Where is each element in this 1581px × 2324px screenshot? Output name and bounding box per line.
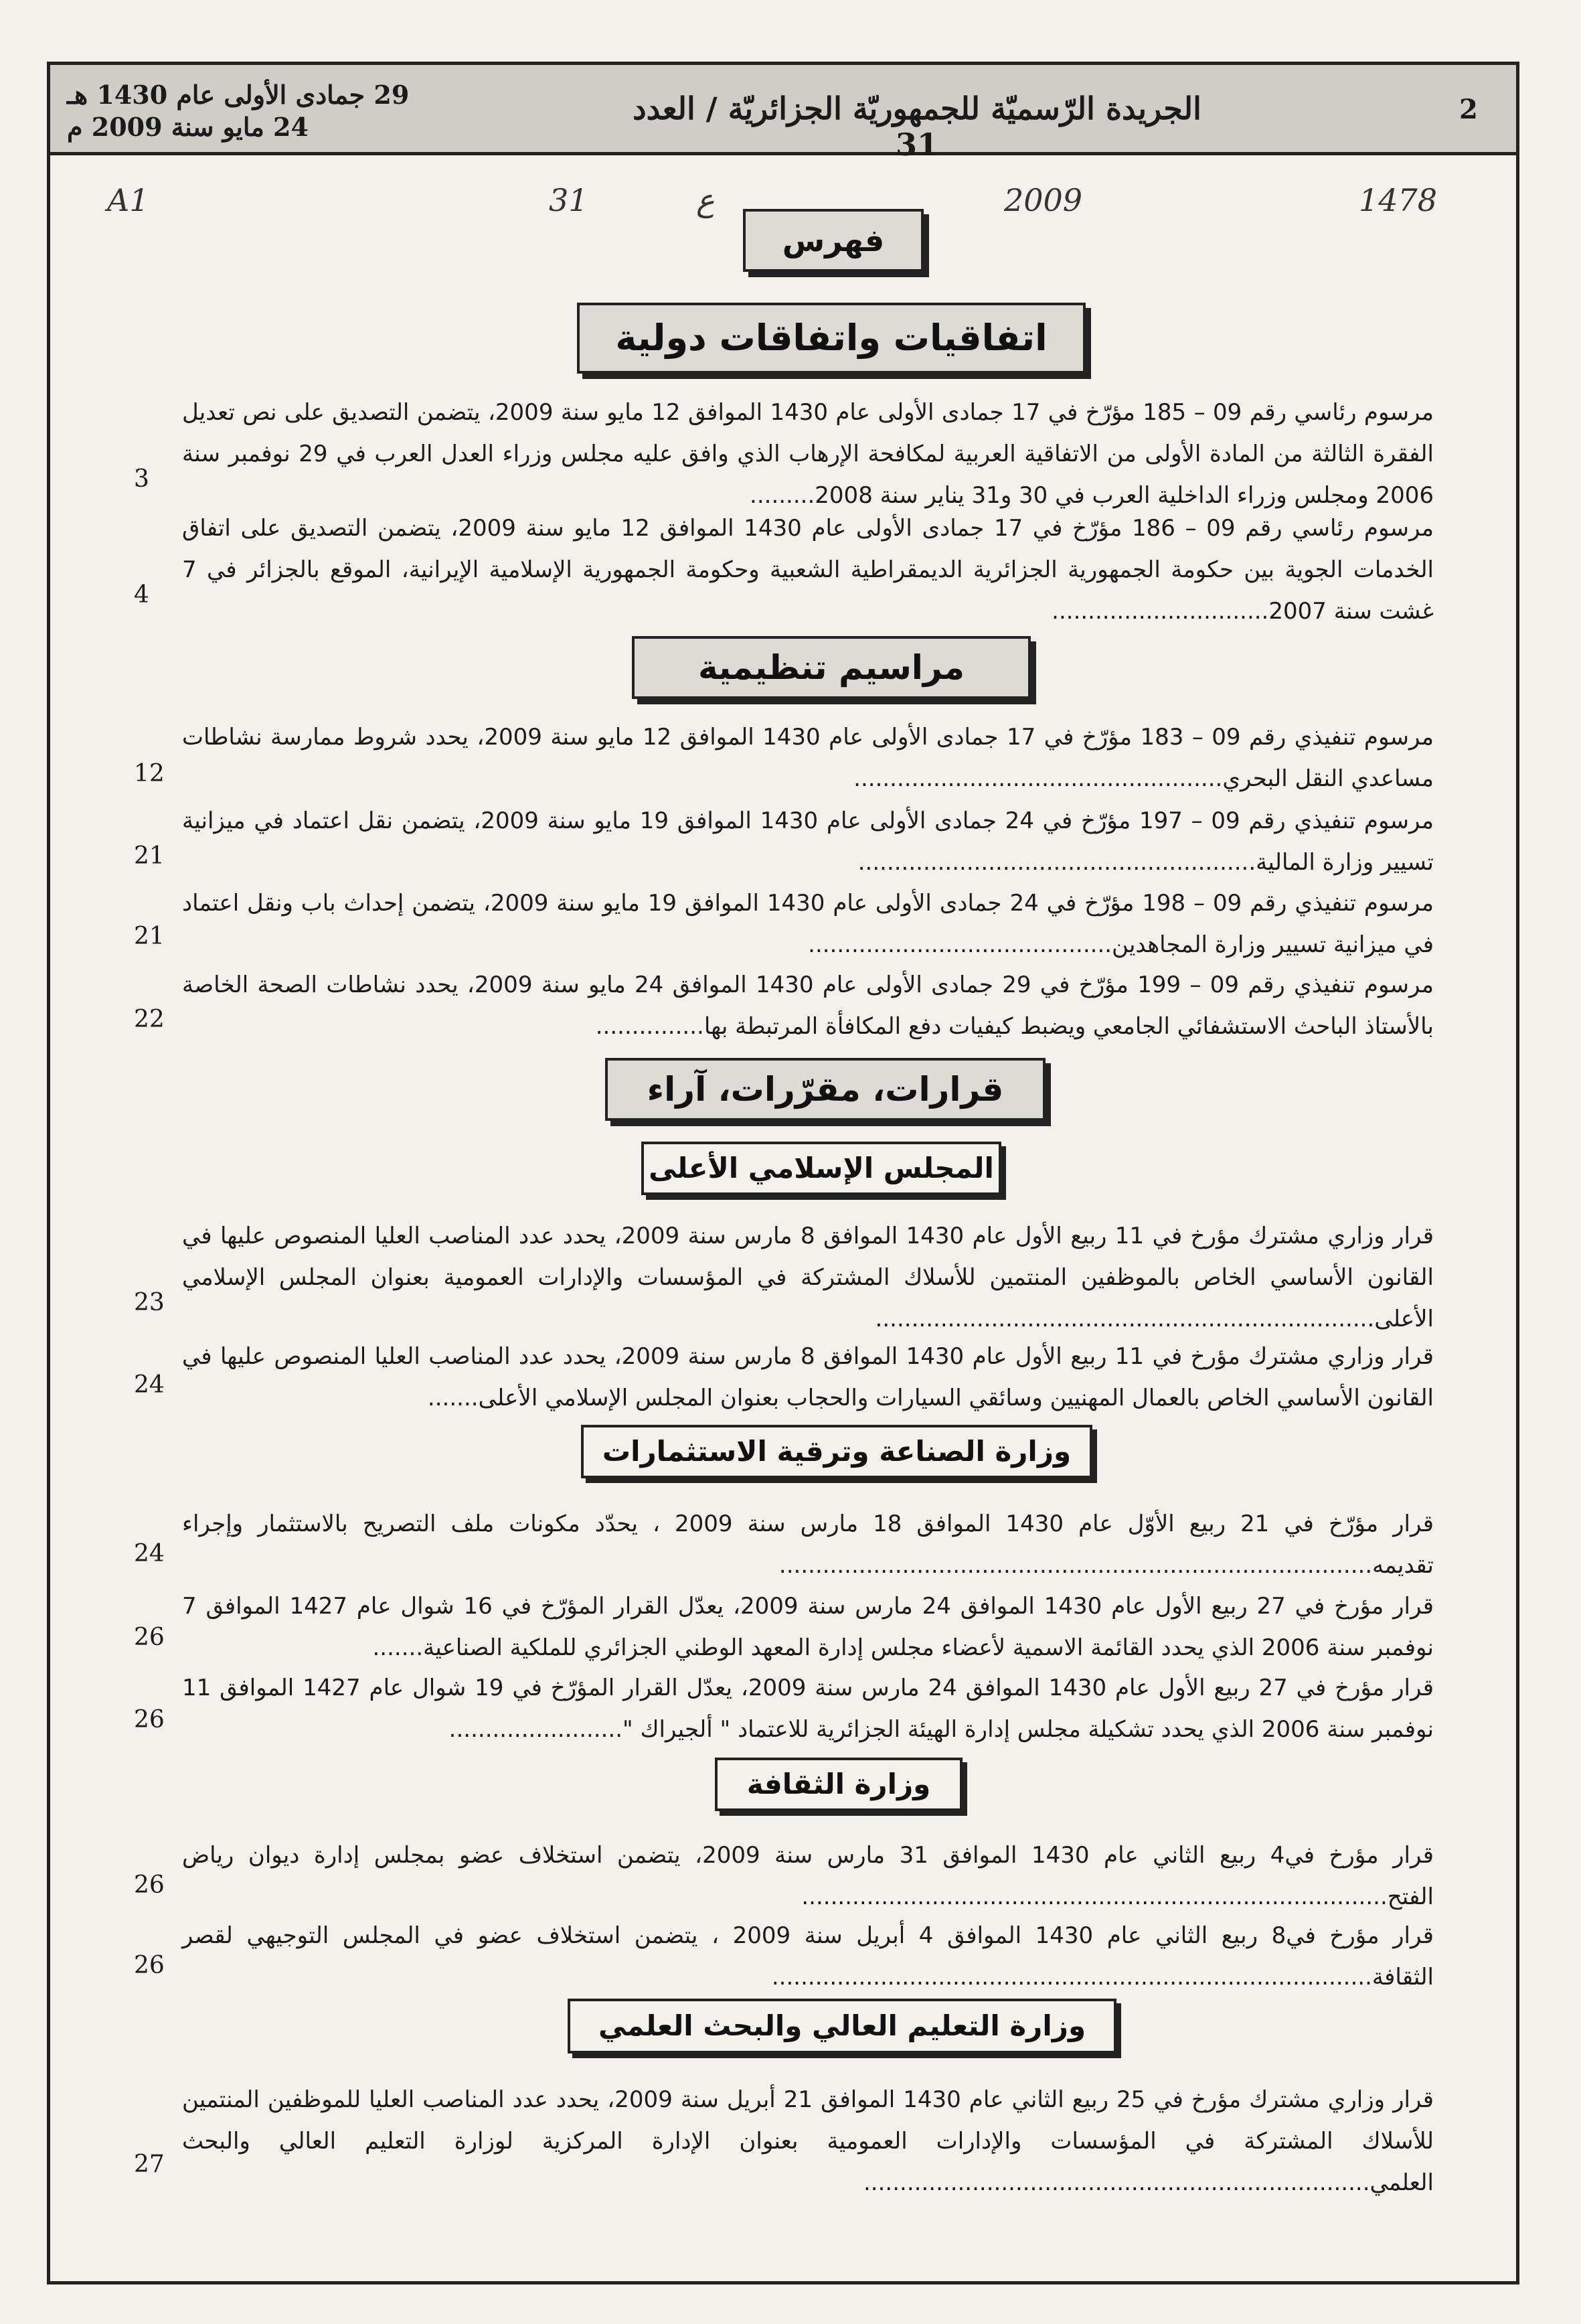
section-international-agreements: اتفاقيات واتفاقات دولية — [577, 303, 1086, 374]
entry-6: مرسوم تنفيذي رقم 09 – 199 مؤرّخ في 29 جمادى الأولى عام 1430 الموافق 24 مايو سنة 2009، يحدد نشاطات الصحة الخاصة بالأستاذ الباحث الاستشفائي الجامعي ويضبط كيفيات دفع المكافأة المرتبطة بها............... — [182, 972, 1434, 1040]
entry-8: قرار وزاري مشترك مؤرخ في 11 ربيع الأول عام 1430 الموافق 8 مارس سنة 2009، يحدد عدد المناصب العليا المنصوص عليها في القانون الأساسي الخاص بالعمال المهنيين وسائقي السيارات والحجاب بعنوان المجلس الإسلامي الأعلى....... — [182, 1343, 1434, 1411]
handwritten-note-issue: 31 — [549, 182, 588, 218]
handwritten-note-letter: ع — [696, 182, 715, 218]
header-date-gregorian: 24 مايو سنة 2009 م — [67, 112, 309, 142]
section-decisions: قرارات، مقرّرات، آراء — [605, 1058, 1046, 1121]
entry-13: قرار مؤرخ في8 ربيع الثاني عام 1430 الموافق 4 أبريل سنة 2009 ، يتضمن استخلاف عضو في المجلس التوجيهي لقصر الثقافة................................................................................... — [182, 1922, 1434, 1991]
entry-1-page: 3 — [134, 465, 149, 493]
header-date — [67, 79, 442, 143]
subsection-culture-ministry: وزارة الثقافة — [715, 1758, 963, 1811]
header-page-number: 2 — [1459, 94, 1478, 125]
entry-2-page: 4 — [134, 581, 149, 609]
entry-4: مرسوم تنفيذي رقم 09 – 197 مؤرّخ في 24 جمادى الأولى عام 1430 الموافق 19 مايو سنة 2009، يتضمن نقل اعتماد في ميزانية تسيير وزارة المالية....................................................... — [182, 807, 1434, 876]
entry-10: قرار مؤرخ في 27 ربيع الأول عام 1430 الموافق 24 مارس سنة 2009، يعدّل القرار المؤرّخ في 16 شوال عام 1427 الموافق 7 نوفمبر سنة 2006 الذي يحدد القائمة الاسمية لأعضاء مجلس إدارة المعهد الوطني الجزائري للملكية الصناعية....... — [182, 1593, 1434, 1661]
index-title-box: فهرس — [743, 209, 924, 272]
entry-8-page: 24 — [134, 1371, 165, 1399]
subsection-islamic-council: المجلس الإسلامي الأعلى — [641, 1142, 1001, 1195]
subsection-industry-ministry: وزارة الصناعة وترقية الاستثمارات — [581, 1425, 1092, 1478]
entry-10-page: 26 — [134, 1624, 165, 1651]
handwritten-note-ref: A1 — [107, 182, 149, 218]
entry-7-page: 23 — [134, 1289, 165, 1316]
entry-1: مرسوم رئاسي رقم 09 – 185 مؤرّخ في 17 جمادى الأولى عام 1430 الموافق 12 مايو سنة 2009، يتضمن التصديق على نص تعديل الفقرة الثالثة من المادة الأولى من الاتفاقية العربية لمكافحة الإرهاب الذي وافق عليه مجلس وزراء العدل العرب في 29 نوفمبر سنة 2006 ومجلس وزراء الداخلية العرب في 30 و31 يناير سنة 2008......... — [182, 399, 1434, 509]
header-title: الجريدة الرّسميّة للجمهوريّة الجزائريّة / العدد 31 — [633, 90, 1201, 163]
entry-14-page: 27 — [134, 2151, 165, 2178]
entry-3: مرسوم تنفيذي رقم 09 – 183 مؤرّخ في 17 جمادى الأولى عام 1430 الموافق 12 مايو سنة 2009، يحدد شروط ممارسة نشاطات مساعدي النقل البحري................................................... — [182, 724, 1434, 792]
entry-5: مرسوم تنفيذي رقم 09 – 198 مؤرّخ في 24 جمادى الأولى عام 1430 الموافق 19 مايو سنة 2009، يتضمن إحداث باب ونقل اعتماد في ميزانية تسيير وزارة المجاهدين.......................................... — [182, 890, 1434, 958]
entry-11: قرار مؤرخ في 27 ربيع الأول عام 1430 الموافق 24 مارس سنة 2009، يعدّل القرار المؤرّخ في 19 شوال عام 1427 الموافق 11 نوفمبر سنة 2006 الذي يحدد تشكيلة مجلس إدارة الهيئة الجزائرية للاعتماد " ألجيراك "........................ — [182, 1675, 1434, 1743]
entry-13-page: 26 — [134, 1952, 165, 1979]
entry-11-page: 26 — [134, 1706, 165, 1733]
entry-3-page: 12 — [134, 760, 165, 787]
handwritten-note-year: 2009 — [1004, 182, 1083, 218]
entry-12: قرار مؤرخ في4 ربيع الثاني عام 1430 الموافق 31 مارس سنة 2009، يتضمن استخلاف عضو بمجلس إدارة ديوان رياض الفتح................................................................................. — [182, 1842, 1434, 1910]
header-date-hijri: 29 جمادى الأولى عام 1430 هـ — [67, 80, 410, 110]
subsection-higher-education-ministry: وزارة التعليم العالي والبحث العلمي — [568, 1999, 1116, 2054]
entry-2: مرسوم رئاسي رقم 09 – 186 مؤرّخ في 17 جمادى الأولى عام 1430 الموافق 12 مايو سنة 2009، يتضمن التصديق على اتفاق الخدمات الجوية بين حكومة الجمهورية الجزائرية الديمقراطية الشعبية وحكومة الجمهورية الإسلامية الإيرانية، الموقع بالجزائر في 7 غشت سنة 2007.............................. — [182, 515, 1434, 625]
entry-6-page: 22 — [134, 1006, 165, 1033]
entry-7: قرار وزاري مشترك مؤرخ في 11 ربيع الأول عام 1430 الموافق 8 مارس سنة 2009، يحدد عدد المناصب العليا المنصوص عليها في القانون الأساسي الخاص بالموظفين المنتمين للأسلاك المشتركة في المؤسسات والإدارات العمومية بعنوان المجلس الإسلامي الأعلى..................................................................... — [182, 1223, 1434, 1332]
entry-12-page: 26 — [134, 1871, 165, 1899]
entry-9: قرار مؤرّخ في 21 ربيع الأوّل عام 1430 الموافق 18 مارس سنة 2009 ، يحدّد مكونات ملف التصريح بالاستثمار وإجراء تقديمه.................................................................................. — [182, 1510, 1434, 1579]
entry-14: قرار وزاري مشترك مؤرخ في 25 ربيع الثاني عام 1430 الموافق 21 أبريل سنة 2009، يحدد عدد المناصب العليا للموظفين المنتمين للأسلاك المشتركة في المؤسسات والإدارات العمومية بعنوان الإدارة المركزية لوزارة التعليم العالي والبحث العلمي...................................................................... — [182, 2086, 1434, 2196]
entry-9-page: 24 — [134, 1540, 165, 1567]
entry-4-page: 21 — [134, 842, 165, 870]
handwritten-note-number: 1478 — [1359, 182, 1438, 218]
entry-5-page: 21 — [134, 923, 165, 950]
section-executive-decrees: مراسيم تنظيمية — [632, 636, 1031, 699]
